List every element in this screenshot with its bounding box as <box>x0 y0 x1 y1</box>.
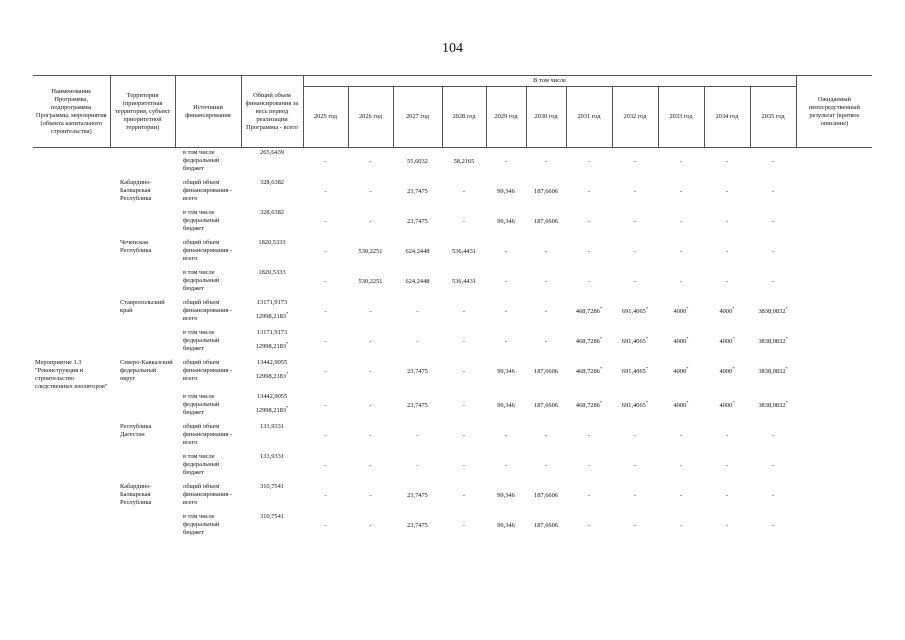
year-value-cell: - <box>544 277 548 285</box>
year-value-cell: - <box>544 337 548 345</box>
year-value-cell: - <box>369 187 372 195</box>
total-value: 1820,5333 <box>258 238 286 246</box>
year-value-cell: - <box>324 401 327 409</box>
result-cell <box>796 148 872 178</box>
total-cell <box>241 268 303 298</box>
year-value-cell: - <box>772 187 775 195</box>
year-value-cell: 187,6606 <box>534 491 558 499</box>
year-value-cell: - <box>587 461 591 469</box>
year-value-cell: - <box>633 247 637 255</box>
year-value-cell: - <box>416 461 419 469</box>
year-value-cell: - <box>725 158 729 165</box>
year-value-cell: - <box>462 461 466 469</box>
year-value-cell: 691,4065* <box>621 335 649 345</box>
year-value-cell: - <box>416 307 419 315</box>
year-value-cell: - <box>369 158 372 165</box>
year-value-cell: 23,7475 <box>407 401 428 409</box>
year-value-cell: 187,6606 <box>534 401 558 409</box>
measure-cell <box>33 452 110 482</box>
total-cell <box>241 148 303 178</box>
total-cell <box>241 298 303 328</box>
total-cell <box>241 328 303 358</box>
measure-cell <box>33 208 110 238</box>
table-row <box>33 452 872 482</box>
total-cell <box>241 512 303 542</box>
header-year: 2035 год <box>750 87 796 148</box>
territory-cell <box>110 512 175 542</box>
year-value-cell: - <box>462 187 466 195</box>
source-cell: общий объем финансирования - всего <box>183 238 233 262</box>
year-value-cell: 23,7475 <box>407 187 428 195</box>
year-value-cell: - <box>504 307 508 315</box>
year-value-cell: 4000* <box>719 399 735 409</box>
header-territory: Территория (приоритетная территория, субъект приоритетной территории) <box>110 76 175 148</box>
year-value-cell: - <box>679 521 683 529</box>
year-value-cell: - <box>504 158 508 165</box>
year-value-cell: - <box>544 431 548 439</box>
source-cell: общий объем финансирования - всего <box>183 178 233 202</box>
header-year: 2032 год <box>612 87 658 148</box>
year-value-cell: - <box>725 431 729 439</box>
year-value-cell: - <box>587 431 591 439</box>
total-value: 13442,9055 <box>256 358 288 366</box>
year-value-cell: 55,6032 <box>407 158 428 165</box>
table-row <box>33 422 872 452</box>
year-value-cell: 99,346 <box>497 491 515 499</box>
measure-cell: Мероприятие 1.3 "Реконструкция и строительство следственных изоляторов" <box>35 358 108 390</box>
year-value-cell: - <box>772 431 775 439</box>
result-cell <box>796 422 872 452</box>
source-cell: в том числе федеральный бюджет <box>183 328 220 352</box>
table-row <box>33 148 872 178</box>
year-value-cell: 530,2251 <box>358 277 383 285</box>
result-cell <box>796 238 872 268</box>
year-value-cell: - <box>725 217 729 225</box>
source-cell: общий объем финансирования - всего <box>183 358 233 382</box>
year-value-cell: - <box>725 187 729 195</box>
year-value-cell: 4000* <box>673 305 689 315</box>
result-cell <box>796 452 872 482</box>
year-value-cell: - <box>324 277 327 285</box>
year-value-cell: - <box>679 277 683 285</box>
header-year: 2033 год <box>658 87 704 148</box>
measure-cell <box>33 298 110 328</box>
total-value: 328,6382 <box>260 178 284 186</box>
year-value-cell: 187,6606 <box>534 187 558 195</box>
table-row <box>33 328 872 358</box>
year-value-cell: 187,6606 <box>534 367 558 375</box>
year-value-cell: - <box>772 158 775 165</box>
total-value: 133,9331 <box>260 452 284 460</box>
territory-cell <box>110 328 175 358</box>
year-value-cell: - <box>324 337 327 345</box>
territory-cell <box>110 148 175 178</box>
year-value-cell: 23,7475 <box>407 521 428 529</box>
year-value-cell: - <box>587 521 591 529</box>
table-row <box>33 268 872 298</box>
measure-cell <box>33 178 110 208</box>
header-total: Общий объем финансирования за весь период реализации Программы - всего <box>241 76 303 148</box>
year-value-cell: 536,4431 <box>452 277 476 285</box>
total-value-secondary: 12998,2183* <box>255 404 289 414</box>
source-cell: в том числе федеральный бюджет <box>183 452 220 476</box>
year-value-cell: - <box>772 521 775 529</box>
year-value-cell: 624,2448 <box>405 247 430 255</box>
territory-cell: Северо-Кавказский федеральный округ <box>120 358 173 382</box>
total-cell <box>241 208 303 238</box>
year-value-cell: - <box>324 521 327 529</box>
year-value-cell: - <box>416 431 419 439</box>
year-value-cell: 624,2448 <box>405 277 430 285</box>
source-cell: в том числе федеральный бюджет <box>183 392 220 416</box>
year-value-cell: - <box>369 461 372 469</box>
header-year: 2026 год <box>348 87 393 148</box>
total-cell <box>241 422 303 452</box>
header-year: 2031 год <box>566 87 612 148</box>
territory-cell: Республика Дагестан <box>120 422 152 438</box>
year-value-cell: 3838,0832* <box>758 365 788 375</box>
header-year: 2027 год <box>393 87 442 148</box>
result-cell <box>796 482 872 512</box>
result-cell <box>796 512 872 542</box>
table-row <box>33 512 872 542</box>
year-value-cell: - <box>462 367 466 375</box>
year-value-cell: 4000* <box>673 335 689 345</box>
total-value-secondary: 12998,2183* <box>255 340 289 350</box>
year-value-cell: - <box>633 461 637 469</box>
measure-cell <box>33 328 110 358</box>
result-cell <box>796 208 872 238</box>
total-cell <box>241 178 303 208</box>
measure-cell <box>33 512 110 542</box>
year-value-cell: 187,6606 <box>534 521 558 529</box>
year-value-cell: - <box>679 491 683 499</box>
year-value-cell: - <box>324 431 327 439</box>
header-year: 2025 год <box>303 87 348 148</box>
total-value: 328,6382 <box>260 208 284 216</box>
total-cell <box>241 482 303 512</box>
year-value-cell: 23,7475 <box>407 367 428 375</box>
year-value-cell: 468,7286* <box>575 365 603 375</box>
year-value-cell: - <box>772 461 775 469</box>
year-value-cell: - <box>504 461 508 469</box>
year-value-cell: - <box>679 431 683 439</box>
year-value-cell: - <box>587 491 591 499</box>
territory-cell <box>110 208 175 238</box>
header-name: Наименование Программы, подпрограммы Программы, мероприятия (объекта капитального строительства) <box>33 76 110 148</box>
year-value-cell: - <box>725 247 729 255</box>
year-value-cell: 691,4065* <box>621 365 649 375</box>
year-value-cell: 468,7286* <box>575 399 603 409</box>
year-value-cell: - <box>544 158 548 165</box>
table-row <box>33 298 872 328</box>
year-value-cell: - <box>633 277 637 285</box>
year-value-cell: 4000* <box>673 365 689 375</box>
year-value-cell: 99,346 <box>497 367 515 375</box>
header-year: 2034 год <box>704 87 750 148</box>
total-value: 13171,9173 <box>256 328 288 336</box>
year-value-cell: - <box>369 337 372 345</box>
result-cell <box>796 268 872 298</box>
table-row <box>33 208 872 238</box>
result-cell <box>796 392 872 422</box>
year-value-cell: - <box>725 491 729 499</box>
year-value-cell: 3838,0832* <box>758 305 788 315</box>
year-value-cell: 23,7475 <box>407 217 428 225</box>
year-value-cell: - <box>324 158 327 165</box>
territory-cell: Кабардино-Балкарская Республика <box>120 178 152 202</box>
total-value: 13442,9055 <box>256 392 288 400</box>
year-value-cell: 187,6606 <box>534 217 558 225</box>
year-value-cell: 536,4431 <box>452 247 476 255</box>
source-cell: общий объем финансирования - всего <box>183 298 233 322</box>
header-year: 2029 год <box>486 87 526 148</box>
year-value-cell: 58,2165 <box>453 158 475 165</box>
year-value-cell: 691,4065* <box>621 399 649 409</box>
year-value-cell: - <box>772 277 775 285</box>
total-value: 133,9331 <box>260 422 284 430</box>
year-value-cell: - <box>462 521 466 529</box>
year-value-cell: - <box>369 521 372 529</box>
total-value: 1820,5333 <box>258 268 286 276</box>
measure-cell <box>33 392 110 422</box>
year-value-cell: - <box>679 158 683 165</box>
year-value-cell: 4000* <box>719 305 735 315</box>
year-value-cell: 99,346 <box>497 401 515 409</box>
year-value-cell: - <box>772 217 775 225</box>
total-value: 310,7541 <box>260 482 284 490</box>
total-value: 310,7541 <box>260 512 284 520</box>
year-value-cell: - <box>587 247 591 255</box>
year-value-cell: - <box>462 217 466 225</box>
year-value-cell: - <box>369 491 372 499</box>
year-value-cell: - <box>587 277 591 285</box>
measure-cell <box>33 268 110 298</box>
year-value-cell: - <box>679 217 683 225</box>
table-row <box>33 482 872 512</box>
year-value-cell: 3838,0832* <box>758 399 788 409</box>
source-cell: в том числе федеральный бюджет <box>183 208 220 232</box>
year-value-cell: - <box>633 491 637 499</box>
result-cell <box>796 298 872 328</box>
year-value-cell: - <box>772 491 775 499</box>
table-body <box>33 148 872 542</box>
year-value-cell: - <box>725 277 729 285</box>
financing-table <box>33 75 872 542</box>
year-value-cell: 468,7286* <box>575 335 603 345</box>
territory-cell: Ставропольский край <box>120 298 165 314</box>
year-value-cell: - <box>633 187 637 195</box>
year-value-cell: - <box>633 158 637 165</box>
year-value-cell: - <box>369 217 372 225</box>
year-value-cell: - <box>504 247 508 255</box>
territory-cell <box>110 392 175 422</box>
total-value: 13171,9173 <box>256 298 288 306</box>
year-value-cell: - <box>462 431 466 439</box>
year-value-cell: 468,7286* <box>575 305 603 315</box>
table-row <box>33 358 872 392</box>
year-value-cell: - <box>324 247 327 255</box>
year-value-cell: - <box>587 217 591 225</box>
year-value-cell: - <box>324 367 327 375</box>
year-value-cell: - <box>725 461 729 469</box>
header-source: Источники финансирования <box>175 76 241 148</box>
year-value-cell: 691,4065* <box>621 305 649 315</box>
measure-cell <box>33 482 110 512</box>
year-value-cell: - <box>369 401 372 409</box>
total-value-secondary: 12998,2183* <box>255 310 289 320</box>
header-year: 2028 год <box>442 87 486 148</box>
source-cell: в том числе федеральный бюджет <box>183 268 220 292</box>
source-cell: в том числе федеральный бюджет <box>183 512 220 536</box>
result-cell <box>796 178 872 208</box>
year-value-cell: - <box>369 307 372 315</box>
year-value-cell: - <box>544 461 548 469</box>
year-value-cell: - <box>462 307 466 315</box>
year-value-cell: - <box>324 491 327 499</box>
year-value-cell: - <box>504 277 508 285</box>
year-value-cell: - <box>679 247 683 255</box>
header-year: 2030 год <box>526 87 566 148</box>
result-cell <box>796 358 872 392</box>
measure-cell <box>33 422 110 452</box>
source-cell: в том числе федеральный бюджет <box>183 149 220 172</box>
source-cell: общий объем финансирования - всего <box>183 482 233 506</box>
year-value-cell: - <box>587 158 591 165</box>
year-value-cell: - <box>369 431 372 439</box>
total-cell <box>241 358 303 392</box>
year-value-cell: - <box>725 521 729 529</box>
year-value-cell: - <box>324 217 327 225</box>
territory-cell <box>110 268 175 298</box>
header-result: Ожидаемый непосредственный результат (краткое описание) <box>796 76 872 148</box>
year-value-cell: 99,346 <box>497 217 515 225</box>
year-value-cell: 99,346 <box>497 521 515 529</box>
total-cell <box>241 392 303 422</box>
year-value-cell: - <box>679 461 683 469</box>
total-cell <box>241 452 303 482</box>
year-value-cell: - <box>324 187 327 195</box>
year-value-cell: - <box>544 247 548 255</box>
result-cell <box>796 328 872 358</box>
year-value-cell: - <box>633 217 637 225</box>
table-row <box>33 178 872 208</box>
year-value-cell: - <box>504 337 508 345</box>
year-value-cell: - <box>633 431 637 439</box>
table-row <box>33 392 872 422</box>
total-cell <box>241 238 303 268</box>
source-cell: общий объем финансирования - всего <box>183 422 233 446</box>
year-value-cell: 4000* <box>719 365 735 375</box>
year-value-cell: - <box>462 337 466 345</box>
measure-cell <box>33 238 110 268</box>
measure-cell <box>33 148 110 178</box>
year-value-cell: - <box>416 337 419 345</box>
year-value-cell: 4000* <box>719 335 735 345</box>
year-value-cell: - <box>504 431 508 439</box>
total-value-secondary: 12998,2183* <box>255 370 289 380</box>
year-value-cell: 23,7475 <box>407 491 428 499</box>
territory-cell: Чеченская Республика <box>120 238 152 254</box>
table-row <box>33 238 872 268</box>
page-number: 104 <box>442 41 463 56</box>
header-including: В том числе <box>303 76 796 87</box>
year-value-cell: 4000* <box>673 399 689 409</box>
year-value-cell: - <box>633 521 637 529</box>
year-value-cell: 99,346 <box>497 187 515 195</box>
year-value-cell: - <box>462 491 466 499</box>
year-value-cell: - <box>462 401 466 409</box>
territory-cell: Кабардино-Балкарская Республика <box>120 482 152 506</box>
year-value-cell: - <box>544 307 548 315</box>
year-value-cell: 3838,0832* <box>758 335 788 345</box>
territory-cell <box>110 452 175 482</box>
year-value-cell: - <box>369 367 372 375</box>
year-value-cell: 530,2251 <box>358 247 383 255</box>
year-value-cell: - <box>772 247 775 255</box>
year-value-cell: - <box>587 187 591 195</box>
total-value: 265,6439 <box>260 149 284 156</box>
year-value-cell: - <box>324 307 327 315</box>
year-value-cell: - <box>324 461 327 469</box>
year-value-cell: - <box>679 187 683 195</box>
